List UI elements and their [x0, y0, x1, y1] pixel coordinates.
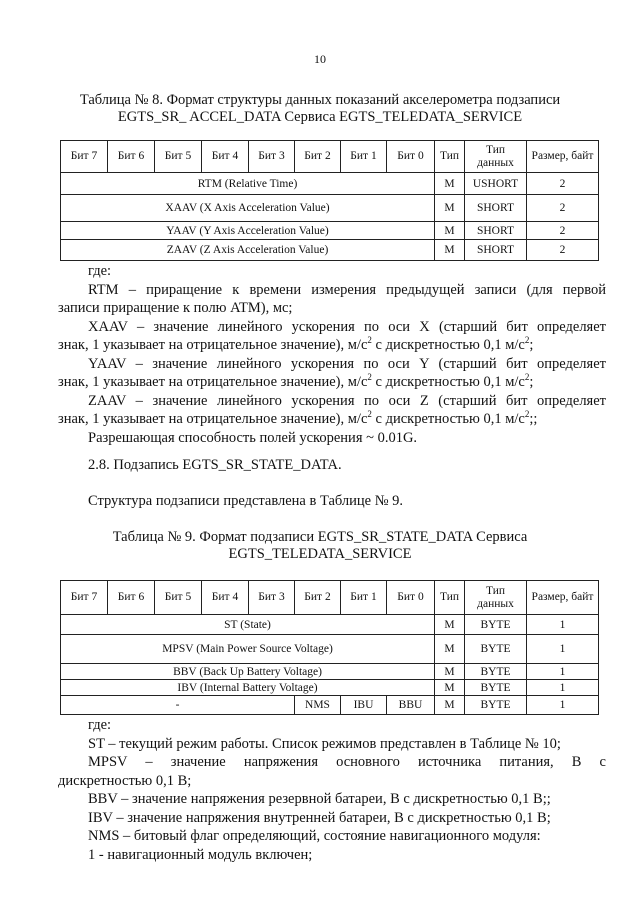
table9-header-row: [61, 581, 599, 615]
table9-header-size: Размер, байт: [527, 581, 599, 615]
punctuation: ;: [529, 337, 534, 353]
yaav-description-line1: YAAV – значение линейного ускорения по оси Y (старший бит определяет: [88, 355, 606, 372]
table9-header-bit4: Бит 4: [202, 581, 249, 615]
table8-data-type: SHORT: [465, 222, 527, 240]
table8-data-type: SHORT: [465, 240, 527, 261]
nms-on-description: 1 - навигационный модуль включен;: [88, 846, 313, 863]
table8-header-bit6: Бит 6: [108, 141, 155, 173]
table8-field-rtm: RTM (Relative Time): [61, 173, 435, 195]
xaav-description-line1: XAAV – значение линейного ускорения по оси X (старший бит определяет: [88, 318, 606, 335]
table9-header-bit1: Бит 1: [341, 581, 387, 615]
table9-header-bit3: Бит 3: [249, 581, 295, 615]
table8-size: 2: [527, 195, 599, 222]
table8-header-bit7: Бит 7: [61, 141, 108, 173]
yaav-resolution-text: с дискретностью 0,1 м/с: [371, 374, 525, 390]
table9-header-bit0: Бит 0: [387, 581, 435, 615]
superscript: 2: [367, 409, 372, 420]
table8-caption-line2: EGTS_SR_ ACCEL_DATA Сервиса EGTS_TELEDATA_SERVICE: [117, 109, 523, 125]
zaav-description-line2: [58, 410, 606, 429]
table8-header-type: Тип: [435, 141, 465, 173]
table9-data-type: BYTE: [465, 615, 527, 635]
table9-type: M: [435, 696, 465, 715]
table9-size: 1: [527, 664, 599, 680]
superscript: 2: [524, 335, 530, 346]
table9-flag-nms: NMS: [295, 696, 341, 715]
superscript: 2: [524, 372, 530, 383]
page-number: 10: [314, 52, 326, 66]
table9-type: M: [435, 664, 465, 680]
table8-size: 2: [527, 173, 599, 195]
table8-header-bit1: Бит 1: [341, 141, 387, 173]
table8-header-bit5: Бит 5: [155, 141, 202, 173]
table9-size: 1: [527, 615, 599, 635]
zaav-unit-text: знак, 1 указывает на отрицательное значение), м/с: [58, 411, 368, 427]
table8-header-bit3: Бит 3: [249, 141, 295, 173]
table9-reserved-bits: -: [61, 696, 295, 715]
table9-data-type: BYTE: [465, 696, 527, 715]
table9-size: 1: [527, 696, 599, 715]
table9-type: M: [435, 635, 465, 664]
table8-header-data-type: Тип данных: [465, 141, 527, 173]
table9-header-bit7: Бит 7: [61, 581, 108, 615]
punctuation: ;: [529, 374, 534, 390]
table8-header-row: [61, 141, 599, 173]
table9-flag-ibu: IBU: [341, 696, 387, 715]
table9: [60, 580, 599, 715]
section-intro: [88, 492, 606, 511]
table8-type: M: [435, 240, 465, 261]
table8-field-zaav: ZAAV (Z Axis Acceleration Value): [61, 240, 435, 261]
table9-data-type: BYTE: [465, 664, 527, 680]
table8-field-xaav: XAAV (X Axis Acceleration Value): [61, 195, 435, 222]
table8-header-bit2: Бит 2: [295, 141, 341, 173]
table9-header-data-type: Тип данных: [465, 581, 527, 615]
table9-data-type: BYTE: [465, 680, 527, 696]
table9-caption: [0, 529, 640, 563]
ibv-description: IBV – значение напряжения внутренней батареи, В с дискретностью 0,1 В;: [88, 809, 551, 826]
table-row: [61, 696, 599, 715]
table9-type: M: [435, 680, 465, 696]
rtm-description-line2: записи приращение к полю ATM), мс;: [58, 300, 293, 316]
table8-type: M: [435, 195, 465, 222]
punctuation: ;;: [529, 411, 538, 427]
st-description: ST – текущий режим работы. Список режимов представлен в Таблице № 10;: [88, 735, 561, 752]
table-row: [61, 222, 599, 240]
zaav-description-line1: ZAAV – значение линейного ускорения по оси Z (старший бит определяет: [88, 392, 606, 409]
table8-description: [58, 262, 606, 447]
table9-header-bit2: Бит 2: [295, 581, 341, 615]
table8-size: 2: [527, 240, 599, 261]
table-row: [61, 664, 599, 680]
superscript: 2: [524, 409, 530, 420]
table9-type: M: [435, 615, 465, 635]
table9-caption-line1: Таблица № 9. Формат подзаписи EGTS_SR_STATE_DATA Сервиса: [112, 529, 528, 545]
table8-header-bit4: Бит 4: [202, 141, 249, 173]
yaav-unit-text: знак, 1 указывает на отрицательное значение), м/с: [58, 374, 368, 390]
table8-caption: [0, 92, 640, 126]
table8-data-type: SHORT: [465, 195, 527, 222]
table-row: [61, 195, 599, 222]
table9-header-type: Тип: [435, 581, 465, 615]
mpsv-description-line2: дискретностью 0,1 В;: [58, 772, 192, 789]
table8: [60, 140, 599, 261]
table9-field-bbv: BBV (Back Up Battery Voltage): [61, 664, 435, 680]
table9-header-bit6: Бит 6: [108, 581, 155, 615]
table9-field-st: ST (State): [61, 615, 435, 635]
xaav-unit-text: знак, 1 указывает на отрицательное значение), м/с: [58, 337, 368, 353]
table-row: [61, 615, 599, 635]
rtm-description-line1: RTM – приращение к времени измерения предыдущей записи (для первой: [88, 281, 606, 298]
table8-type: M: [435, 222, 465, 240]
xaav-description-line2: [58, 336, 606, 355]
section-intro-text: Структура подзаписи представлена в Таблице № 9.: [88, 493, 404, 509]
table9-size: 1: [527, 680, 599, 696]
table8-data-type: USHORT: [465, 173, 527, 195]
table-row: [61, 240, 599, 261]
nms-description: NMS – битовый флаг определяющий, состояние навигационного модуля:: [88, 828, 541, 844]
table9-flag-bbu: BBU: [387, 696, 435, 715]
section-title: 2.8. Подзапись EGTS_SR_STATE_DATA.: [88, 457, 342, 473]
table9-size: 1: [527, 635, 599, 664]
superscript: 2: [367, 372, 372, 383]
yaav-description-line2: [58, 373, 606, 392]
table-row: [61, 680, 599, 696]
table-row: [61, 173, 599, 195]
section-heading: [88, 456, 606, 475]
bbv-description: BBV – значение напряжения резервной батареи, В с дискретностью 0,1 В;;: [88, 791, 551, 807]
where-label: где:: [88, 717, 112, 733]
table9-field-ibv: IBV (Internal Battery Voltage): [61, 680, 435, 696]
where-label: где:: [88, 263, 112, 279]
table8-type: M: [435, 173, 465, 195]
table8-size: 2: [527, 222, 599, 240]
xaav-resolution-text: с дискретностью 0,1 м/с: [371, 337, 525, 353]
resolution-note: Разрешающая способность полей ускорения ~ 0.01G.: [88, 429, 418, 446]
table8-caption-line1: Таблица № 8. Формат структуры данных показаний акселерометра подзаписи: [79, 92, 561, 108]
table9-field-mpsv: MPSV (Main Power Source Voltage): [61, 635, 435, 664]
table9-caption-line2: EGTS_TELEDATA_SERVICE: [228, 546, 412, 562]
table9-description: [58, 716, 606, 864]
table8-header-bit0: Бит 0: [387, 141, 435, 173]
superscript: 2: [367, 335, 372, 346]
table8-field-yaav: YAAV (Y Axis Acceleration Value): [61, 222, 435, 240]
table9-header-bit5: Бит 5: [155, 581, 202, 615]
table8-header-size: Размер, байт: [527, 141, 599, 173]
table9-data-type: BYTE: [465, 635, 527, 664]
zaav-resolution-text: с дискретностью 0,1 м/с: [371, 411, 525, 427]
mpsv-description-line1: MPSV – значение напряжения основного источника питания, В с: [88, 754, 606, 770]
table-row: [61, 635, 599, 664]
